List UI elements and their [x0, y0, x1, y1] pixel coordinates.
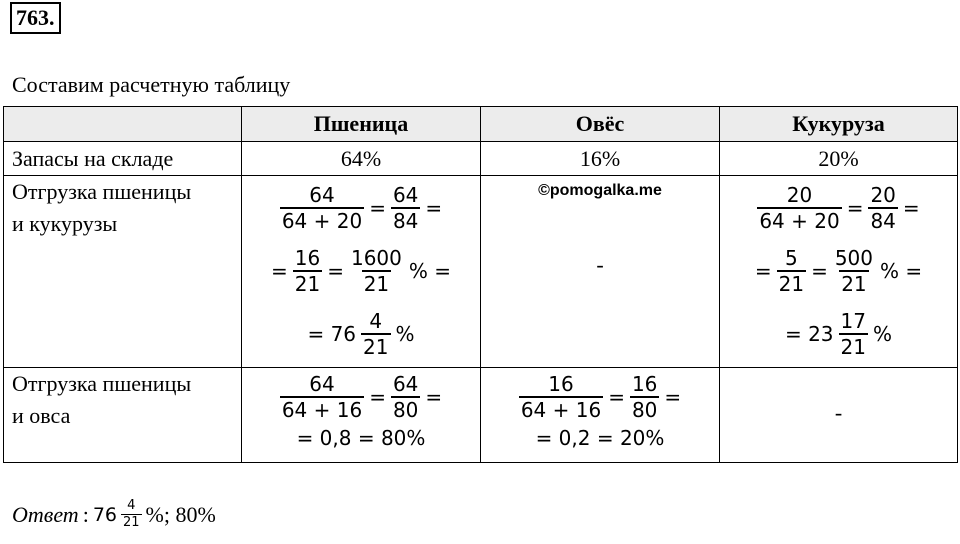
answer-line: Ответ : 76 $\frac{4}{21}$ %; 80% — [12, 498, 216, 530]
answer-rest: %; 80% — [145, 501, 216, 527]
fraction: $\frac{20}{64 + 20}$ — [759, 182, 840, 233]
fraction: $\frac{5}{21}$ — [778, 245, 805, 296]
row-label-wheat-oats: Отгрузка пшеницы и овса — [4, 368, 242, 463]
fraction: $\frac{64}{64 + 16}$ — [281, 372, 363, 422]
fraction: $\frac{17}{21}$ — [840, 308, 866, 359]
table-header-row — [4, 107, 958, 142]
stock-corn: 20% — [720, 142, 958, 176]
row-label-stock: Запасы на складе — [4, 142, 242, 176]
fraction: $\frac{64}{64 + 20}$ — [281, 182, 363, 233]
watermark: ©pomogalka.me — [538, 182, 662, 199]
table-row-wheat-corn — [4, 176, 958, 368]
header-wheat: Пшеница — [242, 107, 481, 142]
wheat-corn-oats-cell — [481, 176, 720, 368]
answer-fraction: $\frac{4}{21}$ — [123, 498, 140, 530]
row-label-wheat-corn: Отгрузка пшеницы и кукурузы — [4, 176, 242, 368]
stock-wheat: 64% — [242, 142, 481, 176]
empty-dash: - — [834, 400, 843, 425]
wheat-oats-wheat-cell: $\frac{64}{64 + 16}$ = $\frac{64}{80}$ = = 0,8 = 80% — [242, 368, 481, 463]
fraction: $\frac{500}{21}$ — [834, 245, 874, 296]
header-corn: Кукуруза — [720, 107, 958, 142]
fraction: $\frac{16}{64 + 16}$ — [520, 372, 602, 422]
answer-whole: 76 — [92, 503, 117, 526]
table-row-stock — [4, 142, 958, 176]
wheat-corn-wheat-cell: $\frac{64}{64 + 20}$ = $\frac{64}{84}$ = = $\frac{16}{21}$ = $\frac{1600}{21}$ % = = 76 $\frac{4}{21}$ % — [242, 176, 481, 368]
calculation-table — [3, 106, 958, 463]
stock-oats: 16% — [481, 142, 720, 176]
wheat-corn-corn-cell: $\frac{20}{64 + 20}$ = $\frac{20}{84}$ = = $\frac{5}{21}$ = $\frac{500}{21}$ % = = 23 $\frac{17}{21}$ % — [720, 176, 958, 368]
header-oats: Овёс — [481, 107, 720, 142]
fraction: $\frac{16}{21}$ — [294, 245, 321, 296]
fraction: $\frac{4}{21}$ — [363, 308, 389, 359]
fraction: $\frac{64}{80}$ — [392, 372, 419, 422]
wheat-oats-corn-cell — [720, 368, 958, 463]
problem-number: 763. — [10, 2, 61, 34]
fraction: $\frac{1600}{21}$ — [350, 245, 402, 296]
table-row-wheat-oats — [4, 368, 958, 463]
fraction: $\frac{64}{84}$ — [392, 182, 419, 233]
fraction: $\frac{20}{84}$ — [870, 182, 896, 233]
answer-label: Ответ — [12, 501, 79, 527]
wheat-oats-oats-cell: $\frac{16}{64 + 16}$ = $\frac{16}{80}$ = = 0,2 = 20% — [481, 368, 720, 463]
fraction: $\frac{16}{80}$ — [631, 372, 658, 422]
empty-dash: - — [596, 252, 604, 277]
intro-text: Составим расчетную таблицу — [12, 72, 291, 97]
header-blank-cell — [4, 107, 242, 142]
